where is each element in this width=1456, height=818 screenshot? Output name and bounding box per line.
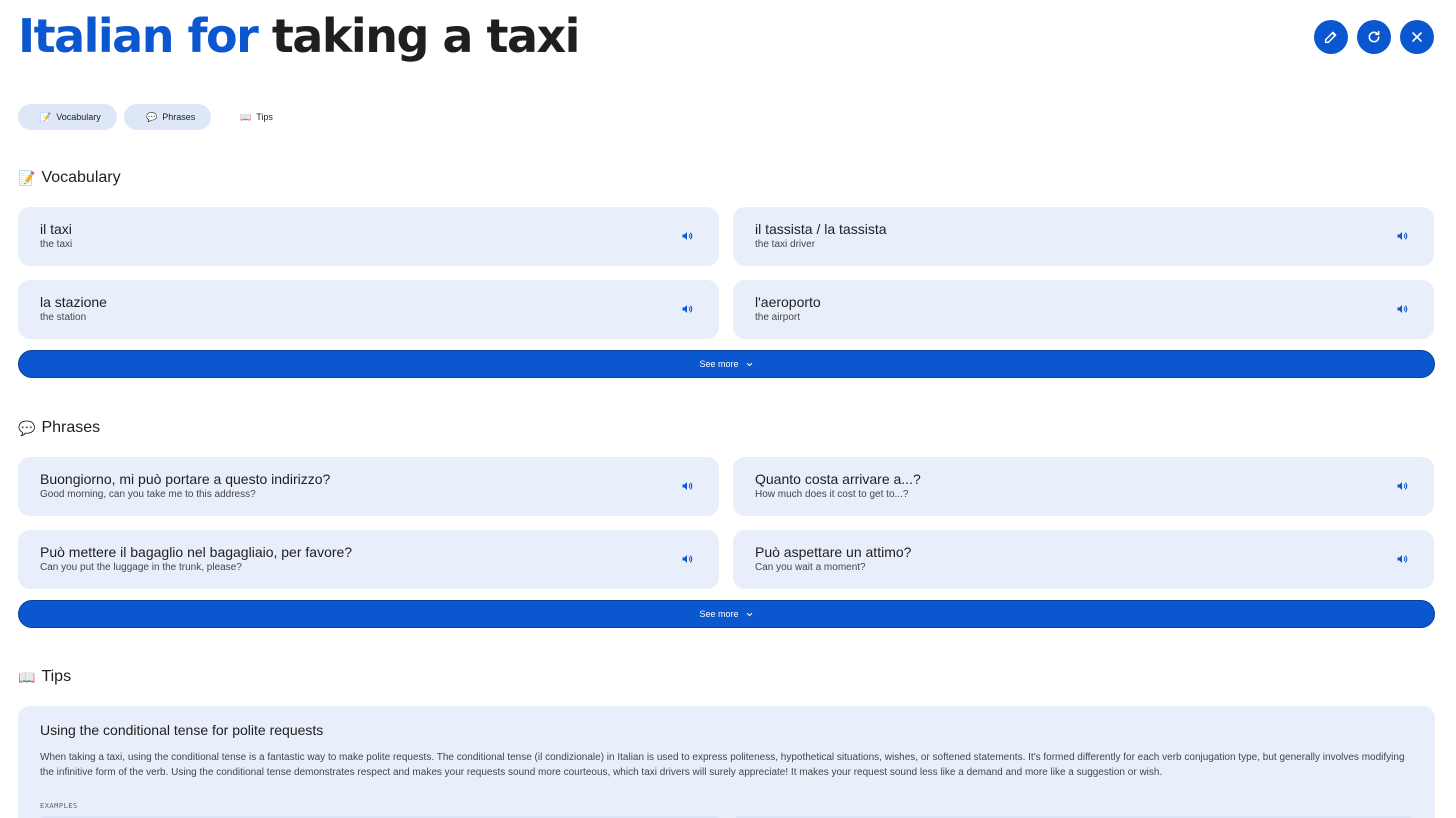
italian-term: la stazione bbox=[40, 294, 107, 310]
page-title bbox=[18, 8, 579, 64]
italian-phrase: Quanto costa arrivare a...? bbox=[755, 471, 921, 487]
vocab-card bbox=[733, 207, 1434, 266]
speaker-icon[interactable] bbox=[1396, 303, 1408, 315]
speech-bubble-icon: 💬 bbox=[18, 419, 36, 436]
tab-tips[interactable] bbox=[218, 104, 295, 130]
vocabulary-see-more-button[interactable] bbox=[18, 350, 1435, 378]
italian-term: il tassista / la tassista bbox=[755, 221, 887, 237]
vocab-card bbox=[733, 280, 1434, 339]
phrase-card bbox=[733, 530, 1434, 589]
italian-term: l'aeroporto bbox=[755, 294, 821, 310]
english-translation: How much does it cost to get to...? bbox=[755, 489, 909, 500]
section-tabs bbox=[18, 104, 295, 130]
italian-phrase: Buongiorno, mi può portare a questo indirizzo? bbox=[40, 471, 331, 487]
refresh-button[interactable] bbox=[1357, 20, 1391, 54]
phrases-see-more-button[interactable] bbox=[18, 600, 1435, 628]
examples-label: EXAMPLES bbox=[40, 802, 78, 810]
phrases-heading bbox=[18, 419, 100, 437]
vocabulary-grid bbox=[18, 207, 1435, 339]
speaker-icon[interactable] bbox=[681, 303, 693, 315]
phrase-card bbox=[733, 457, 1434, 516]
section-title: Vocabulary bbox=[41, 169, 121, 186]
english-translation: Can you wait a moment? bbox=[755, 562, 866, 573]
tip-title: Using the conditional tense for polite requests bbox=[40, 722, 324, 738]
english-translation: the taxi bbox=[40, 239, 73, 250]
vocab-card bbox=[18, 207, 719, 266]
speaker-icon[interactable] bbox=[681, 480, 693, 492]
tab-phrases[interactable] bbox=[124, 104, 211, 130]
english-translation: Good morning, can you take me to this address? bbox=[40, 489, 256, 500]
speaker-icon[interactable] bbox=[681, 230, 693, 242]
memo-icon: 📝 bbox=[40, 111, 52, 122]
close-button[interactable] bbox=[1400, 20, 1434, 54]
edit-button[interactable] bbox=[1314, 20, 1348, 54]
vocab-card bbox=[18, 280, 719, 339]
italian-phrase: Può aspettare un attimo? bbox=[755, 544, 912, 560]
phrase-card bbox=[18, 530, 719, 589]
tip-card bbox=[18, 706, 1435, 818]
tab-label: Tips bbox=[256, 112, 273, 122]
tips-heading bbox=[18, 668, 71, 686]
top-actions bbox=[1314, 20, 1434, 54]
english-translation: the taxi driver bbox=[755, 239, 816, 250]
close-icon bbox=[1409, 29, 1425, 45]
vocabulary-heading bbox=[18, 169, 121, 187]
section-title: Phrases bbox=[41, 419, 101, 436]
speech-bubble-icon: 💬 bbox=[146, 111, 158, 122]
section-title: Tips bbox=[41, 668, 72, 685]
tip-body: When taking a taxi, using the conditional tense is a fantastic way to make polite requests. The conditional tense (il condizionale) in Italian is used to express politeness, hypothetical situations, wishes, or softened statements. It's formed differently for each verb conjugation type, but generally involves modifying the infinitive form of the verb. Using the conditional tense demonstrates respect and makes your requests sound more courteous, which taxi drivers will surely appreciate! It makes your request sound less like a demand and more like a suggestion or wish. bbox=[40, 752, 1405, 778]
speaker-icon[interactable] bbox=[1396, 480, 1408, 492]
speaker-icon[interactable] bbox=[1396, 230, 1408, 242]
book-icon: 📖 bbox=[18, 668, 36, 685]
speaker-icon[interactable] bbox=[681, 553, 693, 565]
see-more-label: See more bbox=[699, 359, 739, 369]
english-translation: the airport bbox=[755, 312, 801, 323]
tab-label: Vocabulary bbox=[56, 112, 101, 122]
italian-term: il taxi bbox=[40, 221, 72, 237]
title-topic: taking a taxi bbox=[271, 9, 579, 63]
english-translation: the station bbox=[40, 312, 87, 323]
see-more-label: See more bbox=[699, 609, 739, 619]
pencil-icon bbox=[1323, 29, 1339, 45]
tab-label: Phrases bbox=[162, 112, 196, 122]
chevron-down-icon bbox=[745, 610, 754, 619]
book-icon: 📖 bbox=[240, 111, 252, 122]
chevron-down-icon bbox=[745, 360, 754, 369]
phrases-grid bbox=[18, 457, 1435, 589]
english-translation: Can you put the luggage in the trunk, please? bbox=[40, 562, 242, 573]
phrase-card bbox=[18, 457, 719, 516]
tab-vocabulary[interactable] bbox=[18, 104, 117, 130]
memo-icon: 📝 bbox=[18, 169, 36, 186]
italian-phrase: Può mettere il bagaglio nel bagagliaio, per favore? bbox=[40, 544, 353, 560]
title-accent: Italian for bbox=[18, 9, 258, 63]
speaker-icon[interactable] bbox=[1396, 553, 1408, 565]
refresh-icon bbox=[1366, 29, 1382, 45]
